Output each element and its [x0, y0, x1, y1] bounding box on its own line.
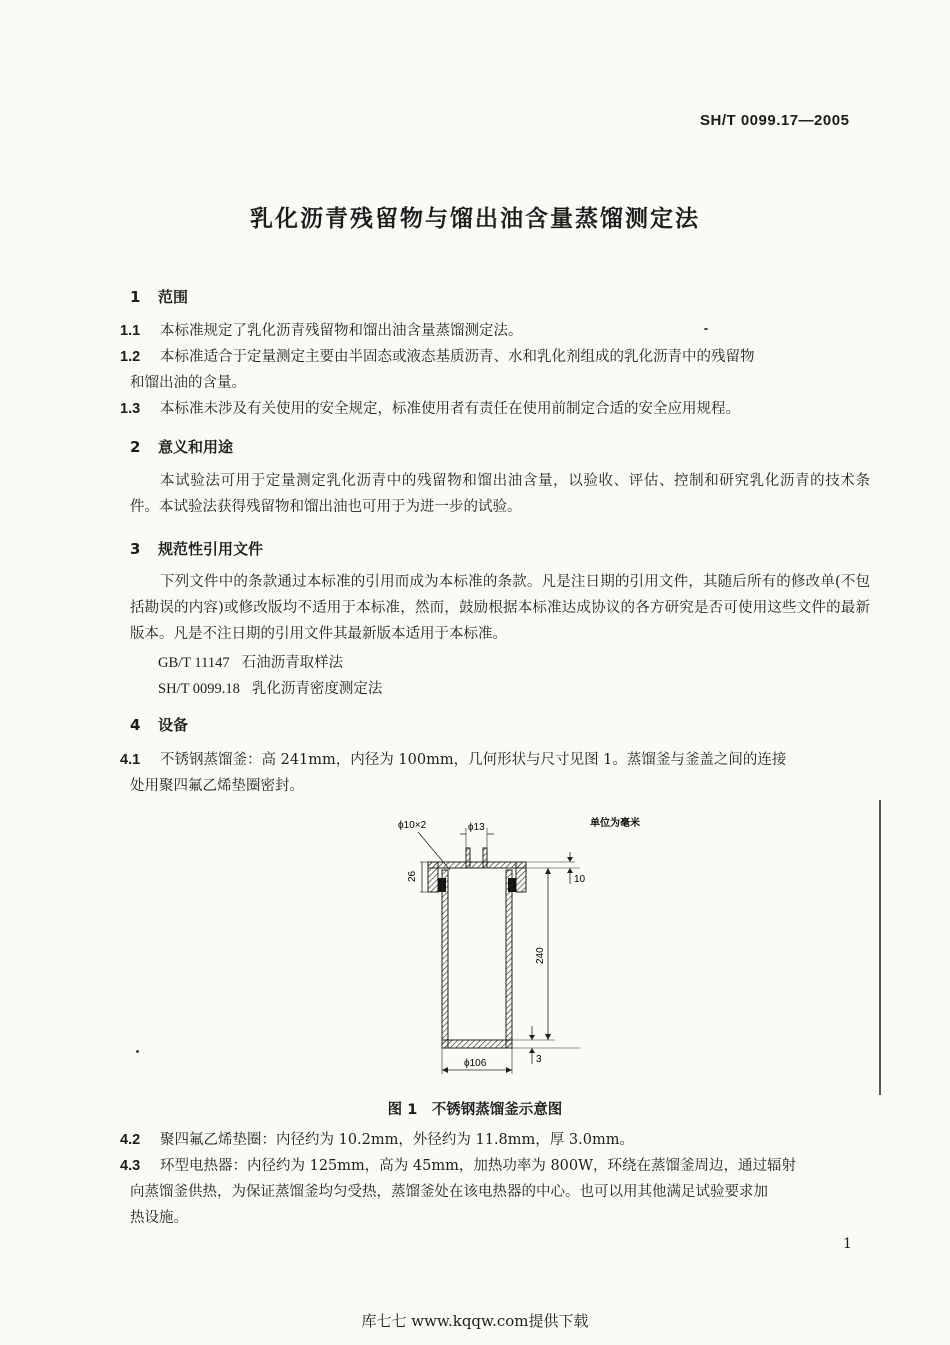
clause-4-3 — [120, 1153, 796, 1179]
reference-code: SH/T 0099.18 — [158, 681, 240, 697]
clause-number: 4.3 — [120, 1158, 141, 1174]
clause-text: 本标准规定了乳化沥青残留物和馏出油含量蒸馏测定法。 — [160, 323, 523, 339]
clause-text: 本标准未涉及有关使用的安全规定，标准使用者有责任在使用前制定合适的安全应用规程。 — [160, 401, 740, 417]
scan-edge-line — [879, 800, 881, 1095]
section-title: 意义和用途 — [158, 438, 234, 456]
clause-number: 4.2 — [120, 1132, 141, 1148]
section-title: 规范性引用文件 — [158, 540, 264, 558]
section-number: 2 — [130, 438, 141, 456]
section-1-heading — [130, 286, 188, 307]
section-2-paragraph: 本试验法可用于定量测定乳化沥青中的残留物和馏出油含量，以验收、评估、控制和研究乳化沥青的技术条件。本试验法获得残留物和馏出油也可用于为进一步的试验。 — [130, 473, 870, 515]
lid-flange-right — [516, 862, 526, 892]
clause-number: 4.1 — [120, 752, 141, 768]
label-dim10: 10 — [574, 874, 586, 885]
reference-item — [158, 677, 382, 698]
label-dim240: 240 — [535, 947, 546, 964]
clause-1-1 — [120, 318, 523, 344]
clause-1-3 — [120, 396, 740, 422]
section-number: 1 — [130, 288, 141, 306]
scan-speck — [704, 328, 708, 330]
clause-1-2 — [120, 344, 755, 370]
reference-name: 石油沥青取样法 — [241, 655, 344, 671]
unit-note: 单位为毫米 — [590, 818, 640, 829]
figure-caption: 图 1 不锈钢蒸馏釜示意图 — [387, 1102, 563, 1118]
section-number: 4 — [130, 716, 141, 734]
section-3-heading — [130, 538, 263, 559]
vessel-wall-left — [442, 870, 448, 1048]
outlet-tube-left-wall — [466, 848, 470, 868]
section-4-heading — [130, 714, 188, 735]
clause-text: 本标准适合于定量测定主要由半固态或液态基质沥青、水和乳化剂组成的乳化沥青中的残留物 — [160, 349, 755, 365]
section-title: 设备 — [158, 716, 189, 734]
lid-plate — [428, 862, 526, 868]
download-footer: 库七七 www.kqqw.com提供下载 — [361, 1312, 589, 1330]
standard-number: SH/T 0099.17—2005 — [700, 112, 850, 129]
clause-number: 1.3 — [120, 401, 141, 417]
page-title: 乳化沥青残留物与馏出油含量蒸馏测定法 — [250, 206, 700, 232]
clause-4-1-cont: 处用聚四氟乙烯垫圈密封。 — [130, 778, 304, 794]
clause-number: 1.2 — [120, 349, 141, 365]
vessel-wall-right — [506, 870, 512, 1048]
clause-4-1 — [120, 747, 786, 773]
lid-flange-left — [428, 862, 438, 892]
clause-text: 不锈钢蒸馏釜：高 241mm，内径为 100mm，几何形状与尺寸见图 1。蒸馏釜与釜盖之间的连接 — [160, 752, 787, 768]
reference-code: GB/T 11147 — [158, 655, 230, 671]
clause-4-2 — [120, 1127, 634, 1153]
section-title: 范围 — [158, 288, 189, 306]
label-phi106: ϕ106 — [464, 1058, 487, 1069]
outlet-tube-right-wall — [483, 848, 487, 868]
section-3-paragraph: 下列文件中的条款通过本标准的引用而成为本标准的条款。凡是注日期的引用文件，其随后所有的修改单(不包括勘误的内容)或修改版均不适用于本标准，然而，鼓励根据本标准达成协议的各方研究是否可使用这些文件的最新版本。凡是不注日期的引用文件其最新版本适用于本标准。 — [130, 574, 870, 642]
section-2-heading — [130, 436, 233, 457]
clause-4-3-cont: 向蒸馏釜供热，为保证蒸馏釜均匀受热，蒸馏釜处在该电热器的中心。也可以用其他满足试验要求加 — [130, 1184, 768, 1200]
vessel-bottom — [442, 1040, 512, 1048]
distillation-still-diagram — [380, 812, 680, 1082]
label-phi10x2: ϕ10×2 — [398, 820, 427, 831]
label-dim26: 26 — [407, 870, 418, 882]
label-phi13: ϕ13 — [468, 822, 485, 833]
reference-item — [158, 651, 343, 672]
clause-1-2-cont: 和馏出油的含量。 — [130, 375, 246, 391]
reference-name: 乳化沥青密度测定法 — [251, 681, 383, 697]
scan-speck — [136, 1050, 139, 1053]
page-number: 1 — [843, 1236, 852, 1252]
label-dim3: 3 — [536, 1054, 542, 1065]
clause-number: 1.1 — [120, 323, 141, 339]
clause-text: 聚四氟乙烯垫圈：内径约为 10.2mm，外径约为 11.8mm，厚 3.0mm。 — [160, 1132, 634, 1148]
clause-text: 环型电热器：内径约为 125mm，高为 45mm，加热功率为 800W，环绕在蒸馏釜周边，通过辐射 — [160, 1158, 797, 1174]
clause-4-3-cont: 热设施。 — [130, 1210, 188, 1226]
section-number: 3 — [130, 540, 141, 558]
